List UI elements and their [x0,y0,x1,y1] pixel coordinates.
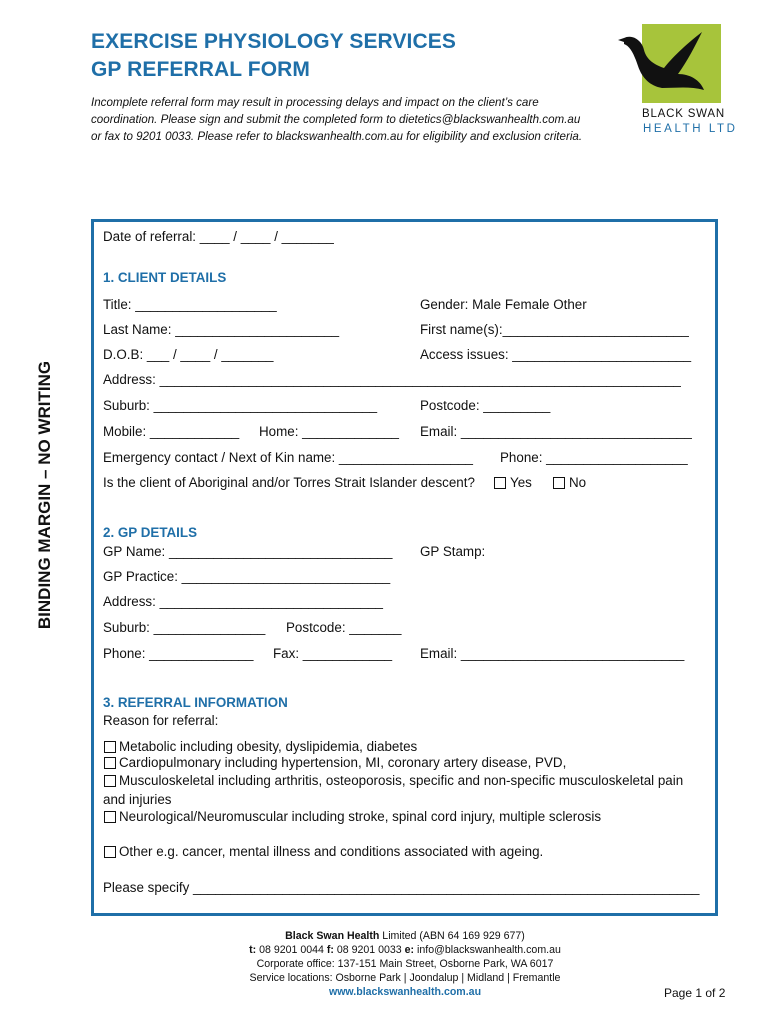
yes-label: Yes [510,475,532,490]
footer-f-value: 08 9201 0033 [333,944,405,956]
access-issues-field[interactable]: Access issues: ________________________ [420,347,692,362]
other-checkbox[interactable] [104,846,116,858]
gp-details-heading: 2. GP DETAILS [103,525,198,540]
please-specify-field[interactable]: Please specify ____________________________________________________________________ [103,880,700,895]
footer-t-value: 08 9201 0044 [256,944,327,956]
intro-text [91,94,641,145]
cardiopulmonary-label: Cardiopulmonary including hypertension, MI, coronary artery disease, PVD, [119,755,567,770]
client-address-field[interactable]: Address: ______________________________________________________________________ [103,372,681,387]
metabolic-label: Metabolic including obesity, dyslipidemia, diabetes [119,739,418,754]
last-name-field[interactable]: Last Name: ______________________ [103,322,340,337]
footer-website [140,986,670,998]
dob-field[interactable]: D.O.B: ___ / ____ / _______ [103,347,274,362]
logo-text-line2: HEALTH LTD [643,123,738,135]
mobile-field[interactable]: Mobile: ____________ [103,424,240,439]
title-field[interactable]: Title: ___________________ [103,297,277,312]
first-names-field[interactable]: First name(s):_________________________ [420,322,689,337]
footer-corporate: Corporate office: 137-151 Main Street, Osborne Park, WA 6017 [256,958,554,970]
referral-info-heading: 3. REFERRAL INFORMATION [103,695,288,710]
footer-locations: Service locations: Osborne Park | Joondalup | Midland | Fremantle [249,972,561,984]
footer-org-name: Black Swan Health [285,930,380,942]
yes-checkbox[interactable] [494,477,506,489]
website-link[interactable]: www.blackswanhealth.com.au [328,986,482,998]
gp-email-field[interactable]: Email: ______________________________ [420,646,685,661]
gp-stamp-label: GP Stamp: [420,544,486,559]
page-number: Page 1 of 2 [664,986,726,1000]
client-details-heading: 1. CLIENT DETAILS [103,270,227,285]
form-title-line1: EXERCISE PHYSIOLOGY SERVICES [91,30,456,53]
metabolic-checkbox[interactable] [104,741,116,753]
musculoskeletal-label: Musculoskeletal including arthritis, osteoporosis, specific and non-specific musculoskeletal pain [119,773,684,788]
footer-org [140,930,670,942]
musculoskeletal-checkbox[interactable] [104,775,116,787]
emergency-phone-field[interactable]: Phone: ___________________ [500,450,688,465]
binding-margin-label: BINDING MARGIN – NO WRITING [35,360,54,630]
client-suburb-field[interactable]: Suburb: ______________________________ [103,398,378,413]
intro-line: or fax to 9201 0033. Please refer to blackswanhealth.com.au for eligibility and exclusion criteria. [91,130,583,143]
musculoskeletal-label-cont: and injuries [103,792,172,807]
intro-line: Incomplete referral form may result in processing delays and impact on the client’s care [91,96,539,109]
form-title-line2: GP REFERRAL FORM [91,58,311,81]
swan-logo-icon [618,24,723,108]
footer-f-label: f: [326,944,334,956]
no-checkbox[interactable] [553,477,565,489]
home-phone-field[interactable]: Home: _____________ [259,424,399,439]
gp-practice-field[interactable]: GP Practice: ____________________________ [103,569,391,584]
other-label: Other e.g. cancer, mental illness and conditions associated with ageing. [119,844,544,859]
neurological-checkbox[interactable] [104,811,116,823]
client-email-field[interactable]: Email: _______________________________ [420,424,692,439]
footer-e-label: e: [404,944,415,956]
reason-label: Reason for referral: [103,713,219,728]
footer-contacts [140,944,670,956]
gender-field[interactable]: Gender: Male Female Other [420,297,587,312]
logo-text-line1: BLACK SWAN [642,108,725,120]
aboriginal-question: Is the client of Aboriginal and/or Torres Strait Islander descent? [103,475,475,490]
cardiopulmonary-checkbox[interactable] [104,757,116,769]
footer-t-label: t: [249,944,257,956]
footer-org-rest: Limited (ABN 64 169 929 677) [379,930,525,942]
footer-e-value: info@blackswanhealth.com.au [414,944,561,956]
date-of-referral-field[interactable]: Date of referral: ____ / ____ / _______ [103,229,334,244]
emergency-contact-field[interactable]: Emergency contact / Next of Kin name: __________________ [103,450,473,465]
gp-fax-field[interactable]: Fax: ____________ [273,646,393,661]
intro-line: coordination. Please sign and submit the completed form to dietetics@blackswanhealth.com.au [91,113,581,126]
gp-address-field[interactable]: Address: ______________________________ [103,594,383,609]
neurological-label: Neurological/Neuromuscular including stroke, spinal cord injury, multiple sclerosis [119,809,602,824]
gp-postcode-field[interactable]: Postcode: _______ [286,620,402,635]
no-label: No [569,475,587,490]
gp-suburb-field[interactable]: Suburb: _______________ [103,620,266,635]
client-postcode-field[interactable]: Postcode: _________ [420,398,551,413]
gp-phone-field[interactable]: Phone: ______________ [103,646,254,661]
gp-name-field[interactable]: GP Name: ______________________________ [103,544,393,559]
